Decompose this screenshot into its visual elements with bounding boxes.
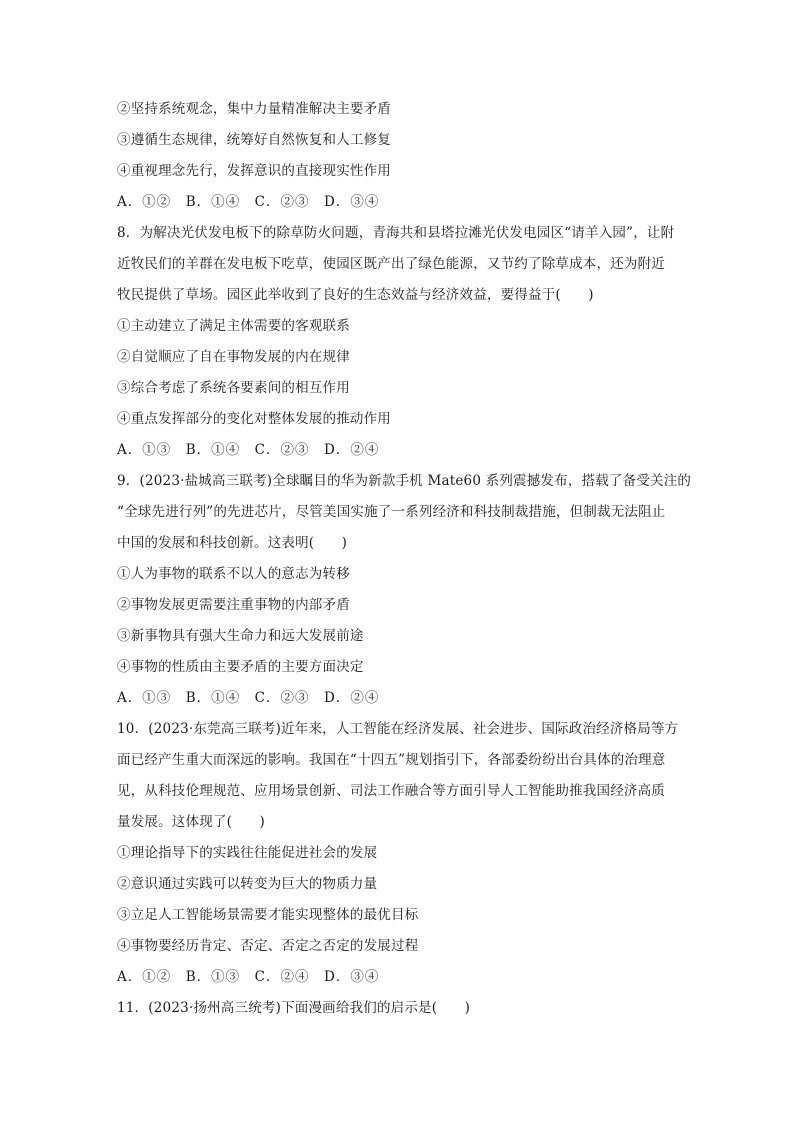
- q9-option-3: ③新事物具有强大生命力和远大发展前途: [117, 628, 364, 644]
- q7-option-3: ③遵循生态规律，统筹好自然恢复和人工修复: [117, 132, 391, 148]
- q8-option-1: ①主动建立了满足主体需要的客观联系: [117, 318, 350, 334]
- q9-stem-line-3: 中国的发展和科技创新。这表明( ): [117, 535, 348, 551]
- q8-option-3: ③综合考虑了系统各要素间的相互作用: [117, 380, 350, 396]
- q9-option-1: ①人为事物的联系不以人的意志为转移: [117, 566, 350, 582]
- q7-answer-choices: A．①② B．①④ C．②③ D．③④: [117, 194, 380, 210]
- q7-option-4: ④重视理念先行，发挥意识的直接现实性作用: [117, 163, 391, 179]
- q9-answer-choices: A．①③ B．①④ C．②③ D．②④: [117, 690, 380, 706]
- q10-stem-line-2: 面已经产生重大而深远的影响。我国在“十四五”规划指引下，各部委纷纷出台具体的治理意: [117, 752, 666, 768]
- q10-stem-line-4: 量发展。这体现了( ): [117, 814, 265, 830]
- q9-option-4: ④事物的性质由主要矛盾的主要方面决定: [117, 659, 364, 675]
- q10-option-1: ①理论指导下的实践往往能促进社会的发展: [117, 845, 378, 861]
- q8-stem-line-2: 近牧民们的羊群在发电板下吃草，使园区既产出了绿色能源，又节约了除草成本，还为附近: [117, 256, 665, 272]
- q9-stem-line-2: “全球先进行列”的先进芯片，尽管美国实施了一系列经济和科技制裁措施，但制裁无法阻止: [117, 504, 666, 520]
- q11-stem-line-1: 11．(2023·扬州高三统考)下面漫画给我们的启示是( ): [117, 1000, 471, 1016]
- q8-option-2: ②自觉顺应了自在事物发展的内在规律: [117, 349, 350, 365]
- q8-option-4: ④重点发挥部分的变化对整体发展的推动作用: [117, 411, 391, 427]
- q8-answer-choices: A．①③ B．①④ C．②③ D．②④: [117, 442, 380, 458]
- q10-stem-line-1: 10．(2023·东莞高三联考)近年来，人工智能在经济发展、社会进步、国际政治经济格局等方: [117, 721, 679, 737]
- q10-option-2: ②意识通过实践可以转变为巨大的物质力量: [117, 876, 378, 892]
- q10-option-3: ③立足人工智能场景需要才能实现整体的最优目标: [117, 907, 419, 923]
- q8-stem-line-1: 8．为解决光伏发电板下的除草防火问题，青海共和县塔拉滩光伏发电园区“请羊入园”，让附: [117, 225, 675, 241]
- q7-option-2: ②坚持系统观念，集中力量精准解决主要矛盾: [117, 101, 391, 117]
- q9-option-2: ②事物发展更需要注重事物的内部矛盾: [117, 597, 350, 613]
- q10-stem-line-3: 见，从科技伦理规范、应用场景创新、司法工作融合等方面引导人工智能助推我国经济高质: [117, 783, 665, 799]
- q10-option-4: ④事物要经历肯定、否定、否定之否定的发展过程: [117, 938, 419, 954]
- q9-stem-line-1: 9．(2023·盐城高三联考)全球瞩目的华为新款手机 Mate60 系列震撼发布，搭载了备受关注的: [117, 473, 692, 489]
- q10-answer-choices: A．①② B．①③ C．②④ D．③④: [117, 969, 380, 985]
- q8-stem-line-3: 牧民提供了草场。园区此举收到了良好的生态效益与经济效益，要得益于( ): [117, 287, 594, 303]
